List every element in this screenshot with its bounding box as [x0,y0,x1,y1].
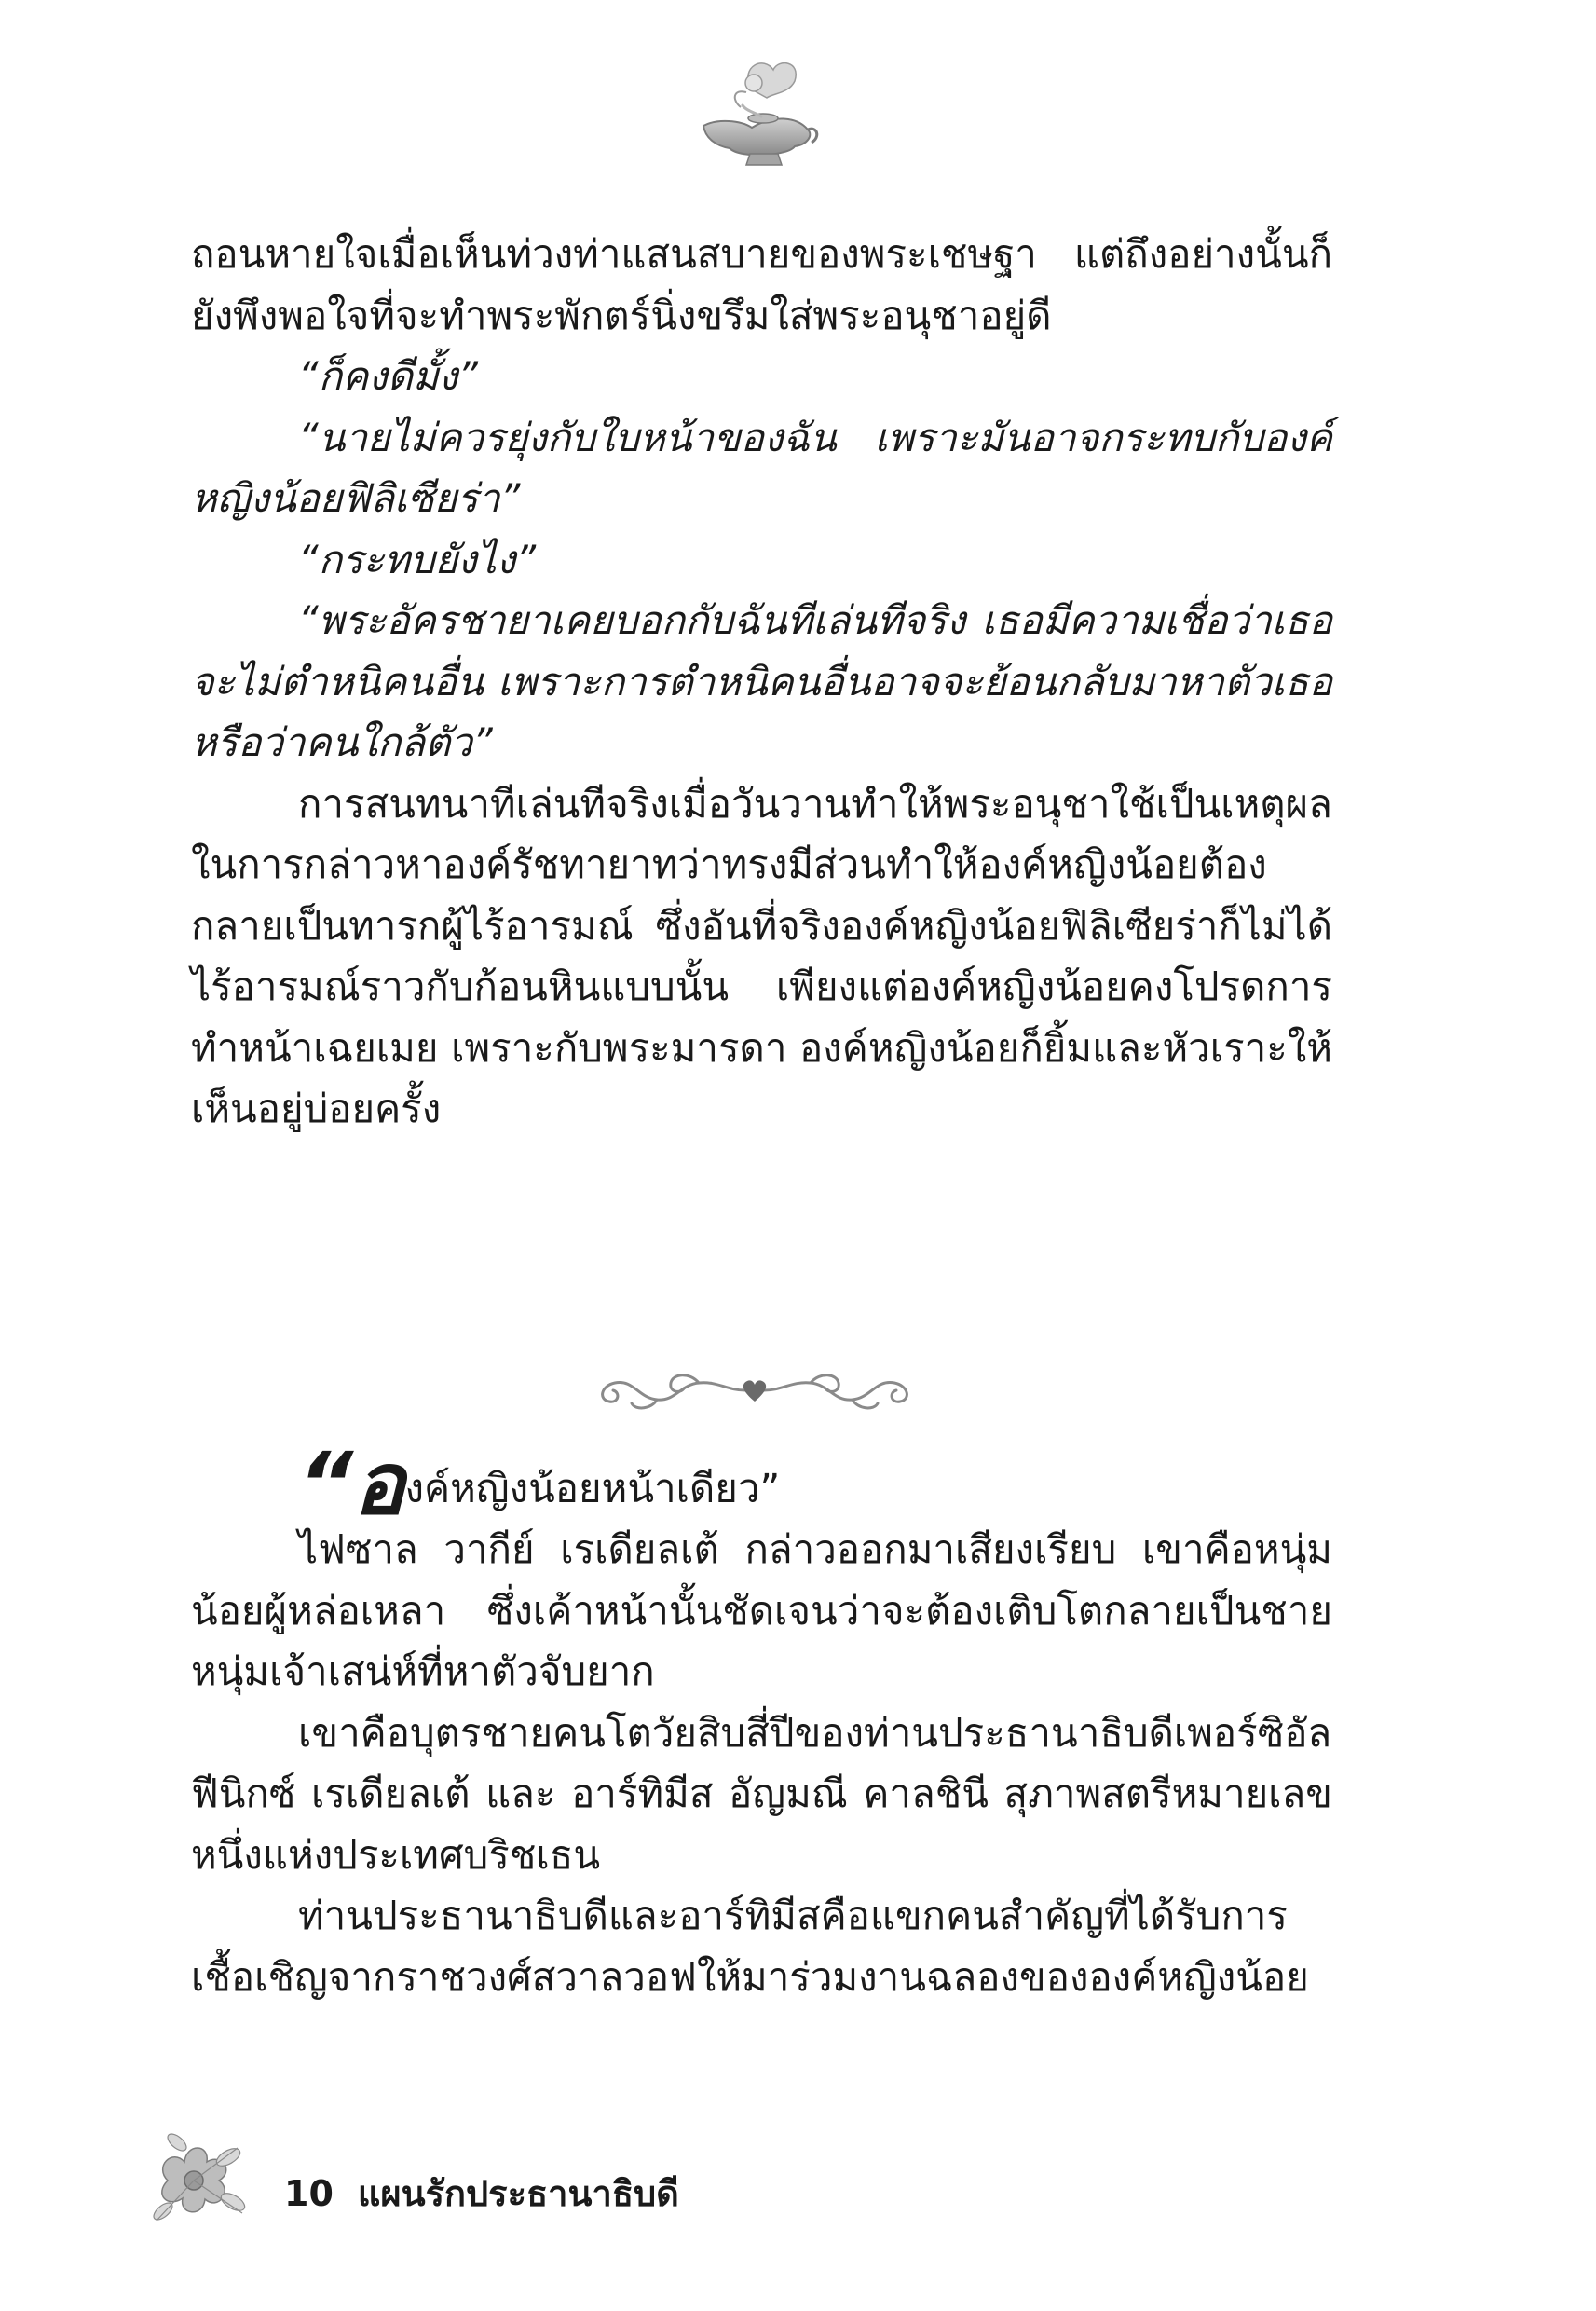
book-title: แผนรักประธานาธิบดี [357,2173,679,2214]
paragraph: ถอนหายใจเมื่อเห็นท่วงท่าแสนสบายของพระเชษฐา แต่ถึงอย่างนั้นก็ยังพึงพอใจที่จะทำพระพักตร์นิ่งขรึมใส่พระอนุชาอยู่ดี [191,231,1332,338]
section-opening-line [191,1434,1332,1534]
dialogue-line: “กระทบยังไง” [298,536,537,582]
page-number: 10 [284,2173,334,2214]
body-text-top [191,224,1332,1140]
drop-cap: “อ [298,1434,405,1534]
dialogue-line: “พระอัครชายาเคยบอกกับฉันทีเล่นทีจริง เธอมีความเชื่อว่าเธอจะไม่ตำหนิคนอื่น เพราะการตำหนิคนอื่นอาจจะย้อนกลับมาหาตัวเธอหรือว่าคนใกล้ตัว” [191,597,1332,765]
page-footer [149,2129,801,2232]
body-text-bottom [191,1434,1332,2007]
flower-bouquet-icon [149,2129,252,2232]
paragraph: การสนทนาทีเล่นทีจริงเมื่อวันวานทำให้พระอนุชาใช้เป็นเหตุผลในการกล่าวหาองค์รัชทายาทว่าทรงมีส่วนทำให้องค์หญิงน้อยต้องกลายเป็นทารกผู้ไร้อารมณ์ ซึ่งอันที่จริงองค์หญิงน้อยฟิลิเซียร่าก็ไม่ได้ไร้อารมณ์ราวกับก้อนหินแบบนั้น เพียงแต่องค์หญิงน้อยคงโปรดการทำหน้าเฉยเมย เพราะกับพระมารดา องค์หญิงน้อยก็ยิ้มและหัวเราะให้เห็นอยู่บ่อยครั้ง [191,780,1332,1131]
dialogue-line: “ก็คงดีมั้ง” [298,353,479,399]
dialogue-line: “นายไม่ควรยุ่งกับใบหน้าของฉัน เพราะมันอาจกระทบกับองค์หญิงน้อยฟิลิเซียร่า” [191,414,1332,521]
paragraph: ท่านประธานาธิบดีและอาร์ทิมีสคือแขกคนสำคัญที่ได้รับการเชื้อเชิญจากราชวงศ์สวาลวอฟให้มาร่วมงานฉลองขององค์หญิงน้อย [191,1893,1309,2000]
footer-text [284,2165,703,2222]
opening-line-rest: งค์หญิงน้อยหน้าเดียว” [404,1465,781,1511]
paragraph: ไฟซาล วากีย์ เรเดียลเต้ กล่าวออกมาเสียงเรียบ เขาคือหนุ่มน้อยผู้หล่อเหลา ซึ่งเค้าหน้านั้นชัดเจนว่าจะต้องเติบโตกลายเป็นชายหนุ่มเจ้าเสน่ห์ที่หาตัวจับยาก [191,1526,1332,1694]
paragraph: เขาคือบุตรชายคนโตวัยสิบสี่ปีของท่านประธานาธิบดีเพอร์ซิอัล ฟีนิกซ์ เรเดียลเต้ และ อาร์ทิมีส อัญมณี คาลชินี สุภาพสตรีหมายเลขหนึ่งแห่งประเทศบริชเธน [191,1709,1332,1878]
heart-scroll-divider-icon [587,1362,922,1418]
genie-lamp-icon [685,51,825,172]
